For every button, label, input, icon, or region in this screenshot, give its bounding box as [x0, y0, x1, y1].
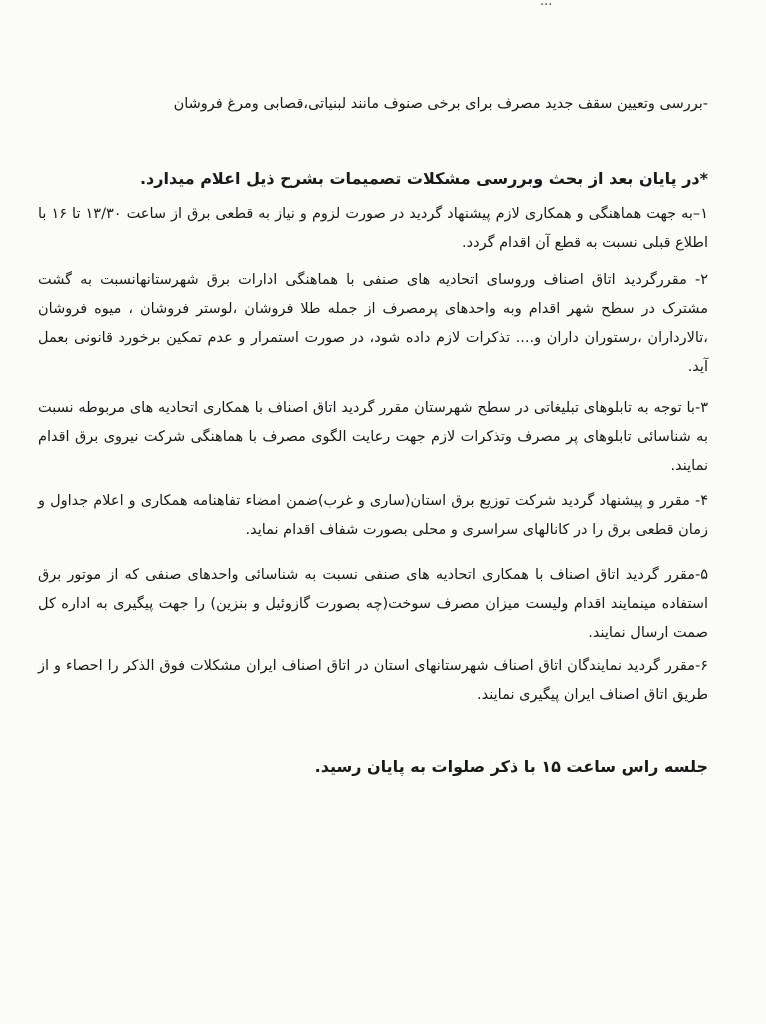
decision-item-4: ۴- مقرر و پیشنهاد گردید شرکت توزیع برق استان(ساری و غرب)ضمن امضاء تفاهنامه همکاری و اعلام جداول و زمان قطعی برق را در کانالهای سراسری و محلی بصورت شفاف اقدام نماید.	[38, 493, 708, 538]
decisions-heading: *در پایان بعد از بحث وبررسی مشکلات تصمیمات بشرح ذیل اعلام میدارد.	[139, 169, 708, 188]
decision-item-5: ۵-مقرر گردید اتاق اصناف با همکاری اتحادیه های صنفی نسبت به شناسائی واحدهای صنفی که از موتور برق استفاده مینمایند اقدام ولیست میزان مصرف سوخت(چه بصورت گازوئیل و بنزین) را جهت پیگیری به اداره کل صمت ارسال نمایند.	[38, 567, 708, 641]
closing-line: جلسه راس ساعت ۱۵ با ذکر صلوات به پایان رسید.	[314, 757, 708, 776]
decision-item-1: ۱–به جهت هماهنگی و همکاری لازم پیشنهاد گردید در صورت لزوم و نیاز به قطعی برق از ساعت ۱۳/۳۰ تا ۱۶ با اطلاع قبلی نسبت به قطع آن اقدام گردد.	[38, 206, 708, 251]
decision-item-2: ۲- مقررگردید اتاق اصناف وروسای اتحادیه های صنفی با هماهنگی ادارات برق شهرستانهانسبت به گشت مشترک در سطح شهر اقدام وبه واحدهای پرمصرف از جمله طلا فروشان ،لوستر فروشان ، میوه فروشان ،تالارداران ،رستوران داران و.... تذکرات لازم داده شود، در صورت استمرار و عدم تمکین برخورد قانونی بعمل آید.	[38, 272, 708, 375]
decision-item-3: ۳-با توجه به تابلوهای تبلیغاتی در سطح شهرستان مقرر گردید اتاق اصناف با همکاری اتحادیه های مربوطه نسبت به شناسائی تابلوهای پر مصرف وتذکرات لازم جهت رعایت الگوی مصرف با هماهنگی شرکت نیروی برق اقدام نمایند.	[38, 400, 708, 474]
top-text-fragment: ...	[540, 0, 553, 9]
intro-line: -بررسی وتعیین سقف جدید مصرف برای برخی صنوف مانند لبنیاتی،قصابی ومرغ فروشان	[173, 96, 708, 112]
decision-item-6: ۶-مقرر گردید نمایندگان اتاق اصناف شهرستانهای استان در اتاق اصناف ایران مشکلات فوق الذکر را احصاء و از طریق اتاق اصناف ایران پیگیری نمایند.	[38, 658, 708, 703]
